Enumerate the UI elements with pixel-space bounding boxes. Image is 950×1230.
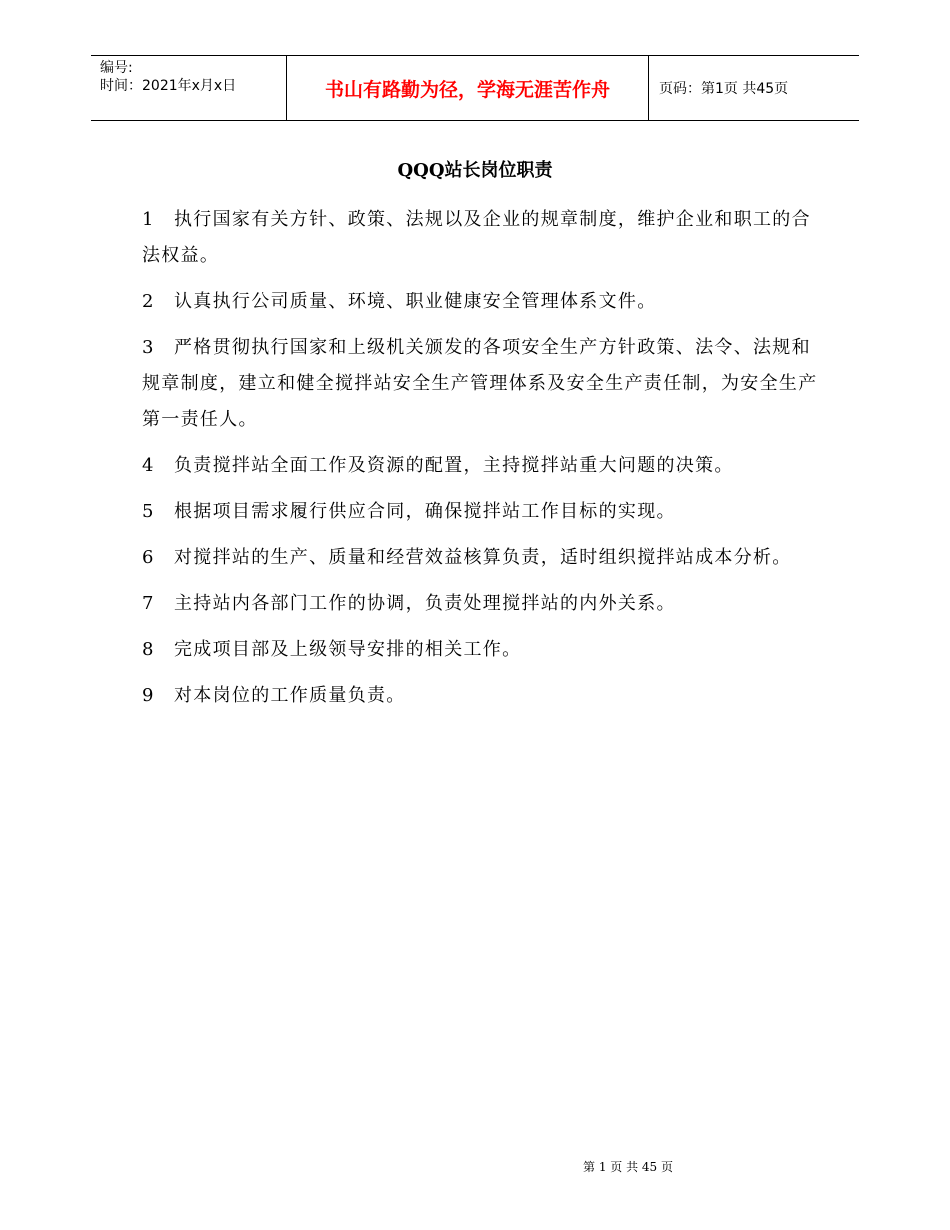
duty-text: 完成项目部及上级领导安排的相关工作。: [174, 639, 522, 660]
duty-item: [142, 494, 822, 530]
code-label: 编号:: [100, 60, 133, 76]
duty-item: [142, 330, 822, 438]
duty-number: 4: [142, 455, 155, 476]
page-header: [91, 55, 859, 121]
duty-number: 6: [142, 547, 155, 568]
time-label: 时间：2021年x月x日: [100, 78, 237, 94]
duty-text: 执行国家有关方针、政策、法规以及企业的规章制度，维护企业和职工的合法权益。: [142, 209, 811, 266]
duty-text: 对搅拌站的生产、质量和经营效益核算负责，适时组织搅拌站成本分析。: [174, 547, 792, 568]
duty-number: 7: [142, 593, 155, 614]
duty-text: 严格贯彻执行国家和上级机关颁发的各项安全生产方针政策、法令、法规和规章制度，建立和健全搅拌站安全生产管理体系及安全生产责任制，为安全生产第一责任人。: [142, 337, 818, 430]
duty-number: 5: [142, 501, 155, 522]
duty-item: [142, 540, 822, 576]
duty-item: [142, 202, 822, 274]
duty-item: [142, 284, 822, 320]
motto-text: 书山有路勤为径，学海无涯苦作舟: [324, 78, 610, 101]
duty-text: 主持站内各部门工作的协调，负责处理搅拌站的内外关系。: [174, 593, 676, 614]
duty-text: 对本岗位的工作质量负责。: [174, 685, 406, 706]
duty-list: [142, 202, 822, 724]
header-page-info: 页码：第1页 共45页: [659, 81, 789, 97]
duty-number: 9: [142, 685, 155, 706]
document-title: QQQ站长岗位职责: [397, 160, 553, 181]
duty-item: [142, 632, 822, 668]
duty-number: 1: [142, 209, 155, 230]
page-footer: 第 1 页 共 45 页: [583, 1160, 673, 1174]
duty-number: 2: [142, 291, 155, 312]
duty-item: [142, 448, 822, 484]
header-meta: [91, 56, 286, 120]
duty-text: 负责搅拌站全面工作及资源的配置，主持搅拌站重大问题的决策。: [174, 455, 734, 476]
duty-item: [142, 586, 822, 622]
duty-text: 认真执行公司质量、环境、职业健康安全管理体系文件。: [174, 291, 657, 312]
duty-number: 8: [142, 639, 155, 660]
header-motto-cell: [286, 56, 649, 120]
duty-item: [142, 678, 822, 714]
duty-number: 3: [142, 337, 155, 358]
duty-text: 根据项目需求履行供应合同，确保搅拌站工作目标的实现。: [174, 501, 676, 522]
